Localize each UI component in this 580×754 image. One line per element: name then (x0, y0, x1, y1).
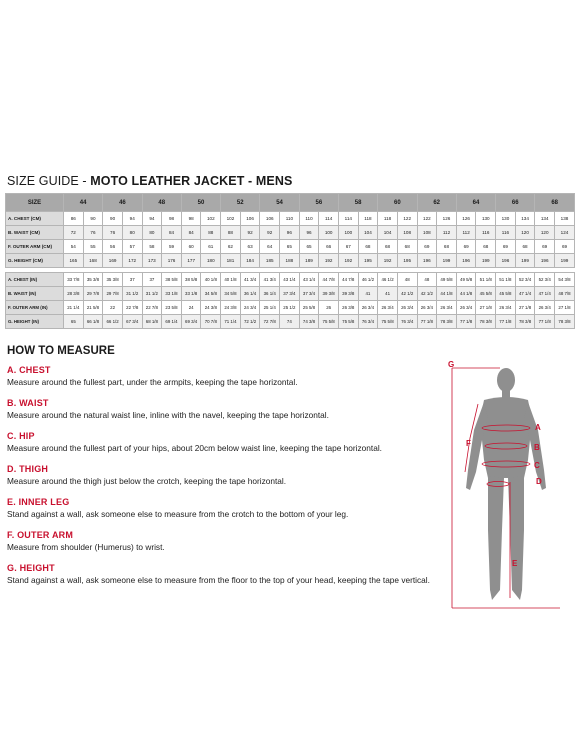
label-f: F (466, 439, 471, 448)
size-header-cell: 66 (496, 194, 535, 212)
table-cell: 122 (397, 212, 417, 226)
table-cell: 33 7/8 (64, 273, 84, 287)
table-cell: 29 7/8 (83, 287, 103, 301)
table-cell: 172 (122, 254, 142, 268)
table-cell: 67 (338, 240, 358, 254)
row-label: G. HEIGHT (CM) (6, 254, 64, 268)
measure-step (7, 563, 430, 585)
table-cell: 88 (221, 226, 241, 240)
table-cell: 34 5/8 (201, 287, 221, 301)
table-cell: 61 (201, 240, 221, 254)
table-cell: 40 1/8 (221, 273, 241, 287)
table-cell: 65 (64, 315, 84, 329)
table-cell: 45 5/8 (476, 287, 496, 301)
table-cell: 69 (496, 240, 516, 254)
table-cell: 76 3/4 (397, 315, 417, 329)
measure-step (7, 464, 286, 486)
table-cell: 75 5/8 (378, 315, 398, 329)
table-cell: 106 (240, 212, 260, 226)
table-cell: 98 (181, 212, 201, 226)
table-cell: 66 1/2 (103, 315, 123, 329)
table-cell: 26 3/4 (456, 301, 476, 315)
row-label: A. CHEST (CM) (6, 212, 64, 226)
table-cell: 168 (83, 254, 103, 268)
table-cell: 56 (103, 240, 123, 254)
table-cell: 33 1/8 (181, 287, 201, 301)
table-cell: 23 5/8 (162, 301, 182, 315)
table-cell: 54 3/8 (555, 273, 575, 287)
table-row (6, 240, 575, 254)
table-cell: 25 5/8 (299, 301, 319, 315)
table-cell: 69 3/4 (181, 315, 201, 329)
measure-step (7, 365, 298, 387)
step-heading: F. OUTER ARM (7, 530, 74, 540)
how-to-measure-title: HOW TO MEASURE (7, 345, 115, 357)
table-cell: 49 5/8 (437, 273, 457, 287)
table-cell: 100 (319, 226, 339, 240)
table-cell: 195 (358, 254, 378, 268)
table-cell: 27 1/8 (555, 301, 575, 315)
measure-step (7, 497, 348, 519)
body-measurement-figure (440, 360, 580, 630)
table-cell: 65 (280, 240, 300, 254)
size-header-cell: 54 (260, 194, 299, 212)
table-cell: 68 (476, 240, 496, 254)
table-cell: 42 1/2 (397, 287, 417, 301)
table-cell: 112 (456, 226, 476, 240)
table-cell: 26 (319, 301, 339, 315)
table-cell: 45 5/8 (496, 287, 516, 301)
size-header-cell: 58 (338, 194, 377, 212)
table-cell: 75 5/8 (338, 315, 358, 329)
table-cell: 110 (299, 212, 319, 226)
table-cell: 185 (260, 254, 280, 268)
table-cell: 69 (535, 240, 555, 254)
table-cell: 130 (496, 212, 516, 226)
size-header-cell: 60 (378, 194, 417, 212)
row-label: A. CHEST (IN) (6, 273, 64, 287)
table-cell: 63 (240, 240, 260, 254)
measure-step (7, 530, 165, 552)
table-cell: 77 1/8 (535, 315, 555, 329)
table-cell: 75 5/8 (319, 315, 339, 329)
table-cell: 118 (378, 212, 398, 226)
table-cell: 90 (103, 212, 123, 226)
table-cell: 68 (378, 240, 398, 254)
table-cell: 46 1/2 (358, 273, 378, 287)
table-cell: 72 (64, 226, 84, 240)
table-cell: 26 3/4 (535, 301, 555, 315)
table-cell: 68 (437, 240, 457, 254)
row-label: B. WAIST (CM) (6, 226, 64, 240)
table-cell: 38 5/8 (181, 273, 201, 287)
table-cell: 69 (555, 240, 575, 254)
table-cell: 26 3/4 (378, 301, 398, 315)
table-cell: 48 7/8 (555, 287, 575, 301)
table-cell: 64 (260, 240, 280, 254)
table-cell: 21 1/4 (64, 301, 84, 315)
table-cell: 72 1/2 (240, 315, 260, 329)
label-g: G (448, 360, 455, 369)
table-cell: 126 (437, 212, 457, 226)
table-cell: 184 (240, 254, 260, 268)
imperial-size-table (5, 272, 575, 329)
table-cell: 59 (162, 240, 182, 254)
table-cell: 38 5/8 (162, 273, 182, 287)
table-cell: 46 1/2 (378, 273, 398, 287)
measure-step (7, 398, 329, 420)
table-cell: 68 (358, 240, 378, 254)
table-cell: 78 3/8 (555, 315, 575, 329)
table-row (6, 315, 575, 329)
table-cell: 138 (555, 212, 575, 226)
table-cell: 37 3/4 (280, 287, 300, 301)
table-cell: 35 3/8 (103, 273, 123, 287)
table-cell: 48 (397, 273, 417, 287)
size-header-cell: 62 (417, 194, 456, 212)
table-cell: 98 (162, 212, 182, 226)
table-cell: 55 (83, 240, 103, 254)
table-cell: 165 (64, 254, 84, 268)
table-cell: 33 1/8 (162, 287, 182, 301)
table-cell: 118 (358, 212, 378, 226)
table-cell: 94 (122, 212, 142, 226)
table-cell: 69 1/4 (162, 315, 182, 329)
table-cell: 192 (319, 254, 339, 268)
size-guide-title (7, 174, 292, 188)
table-row (6, 226, 575, 240)
table-cell: 26 3/8 (338, 301, 358, 315)
table-cell: 37 (142, 273, 162, 287)
row-label: B. WAIST (IN) (6, 287, 64, 301)
table-cell: 67 3/4 (122, 315, 142, 329)
table-cell: 66 (319, 240, 339, 254)
size-header-cell: 68 (535, 194, 575, 212)
table-cell: 65 (299, 240, 319, 254)
table-cell: 27 1/8 (515, 301, 535, 315)
table-cell: 22 7/8 (122, 301, 142, 315)
table-row (6, 273, 575, 287)
label-e: E (512, 559, 518, 568)
table-cell: 26 3/4 (496, 301, 516, 315)
mannequin-illustration (440, 360, 580, 630)
table-cell: 57 (122, 240, 142, 254)
table-cell: 100 (338, 226, 358, 240)
step-description: Stand against a wall, ask someone else to measure from the floor to the top of your head, keeping the tape vertical. (7, 575, 430, 585)
label-d: D (536, 477, 542, 486)
table-cell: 25 1/2 (280, 301, 300, 315)
table-cell: 68 (515, 240, 535, 254)
table-row (6, 212, 575, 226)
table-cell: 66 1/8 (83, 315, 103, 329)
table-cell: 169 (103, 254, 123, 268)
table-cell: 76 3/4 (358, 315, 378, 329)
table-cell: 180 (201, 254, 221, 268)
table-cell: 84 (162, 226, 182, 240)
table-cell: 106 (260, 212, 280, 226)
table-cell: 72 7/8 (260, 315, 280, 329)
label-a: A (535, 423, 541, 432)
size-header-cell: 50 (181, 194, 220, 212)
table-cell: 48 (417, 273, 437, 287)
table-cell: 37 3/4 (299, 287, 319, 301)
step-heading: A. CHEST (7, 365, 51, 375)
size-header-cell: 52 (221, 194, 260, 212)
table-cell: 58 (142, 240, 162, 254)
table-cell: 96 (280, 226, 300, 240)
title-product: MOTO LEATHER JACKET - MENS (90, 174, 293, 188)
table-cell: 114 (338, 212, 358, 226)
table-cell: 196 (417, 254, 437, 268)
row-label: F. OUTER ARM (IN) (6, 301, 64, 315)
table-cell: 24 3/4 (240, 301, 260, 315)
table-cell: 195 (397, 254, 417, 268)
step-description: Measure around the thigh just below the crotch, keeping the tape horizontal. (7, 476, 287, 486)
table-cell: 86 (64, 212, 84, 226)
table-cell: 27 1/8 (476, 301, 496, 315)
table-cell: 44 1/8 (456, 287, 476, 301)
table-cell: 37 (122, 273, 142, 287)
table-cell: 78 3/8 (476, 315, 496, 329)
table-cell: 126 (456, 212, 476, 226)
table-cell: 25 1/4 (260, 301, 280, 315)
table-cell: 39 3/8 (319, 287, 339, 301)
table-cell: 134 (535, 212, 555, 226)
table-cell: 36 1/4 (240, 287, 260, 301)
table-cell: 76 (103, 226, 123, 240)
metric-size-table (5, 193, 575, 268)
table-cell: 43 1/4 (299, 273, 319, 287)
table-cell: 177 (181, 254, 201, 268)
table-cell: 31 1/2 (142, 287, 162, 301)
table-cell: 44 7/8 (338, 273, 358, 287)
table-cell: 134 (515, 212, 535, 226)
table-cell: 199 (555, 254, 575, 268)
table-cell: 120 (515, 226, 535, 240)
table-cell: 24 3/8 (201, 301, 221, 315)
table-cell: 54 (64, 240, 84, 254)
step-heading: B. WAIST (7, 398, 49, 408)
table-cell: 22 (103, 301, 123, 315)
table-cell: 60 (181, 240, 201, 254)
table-cell: 192 (338, 254, 358, 268)
table-cell: 43 1/4 (280, 273, 300, 287)
table-cell: 62 (221, 240, 241, 254)
table-cell: 102 (201, 212, 221, 226)
table-cell: 70 7/8 (201, 315, 221, 329)
step-heading: E. INNER LEG (7, 497, 70, 507)
table-cell: 173 (142, 254, 162, 268)
step-description: Measure around the fullest part, under the armpits, keeping the tape horizontal. (7, 377, 298, 387)
table-cell: 199 (515, 254, 535, 268)
table-cell: 189 (299, 254, 319, 268)
title-prefix: SIZE GUIDE - (7, 174, 87, 188)
table-cell: 94 (142, 212, 162, 226)
table-cell: 92 (240, 226, 260, 240)
table-row (6, 301, 575, 315)
table-cell: 47 1/4 (535, 287, 555, 301)
table-cell: 29 7/8 (103, 287, 123, 301)
table-cell: 77 1/8 (456, 315, 476, 329)
table-cell: 26 3/4 (397, 301, 417, 315)
step-description: Measure around the fullest part of your hips, about 20cm below waist line, keeping the tape horizontal. (7, 443, 382, 453)
table-cell: 181 (221, 254, 241, 268)
step-description: Measure around the natural waist line, inline with the navel, keeping the tape horizontal. (7, 410, 329, 420)
table-cell: 199 (476, 254, 496, 268)
table-cell: 192 (378, 254, 398, 268)
step-heading: G. HEIGHT (7, 563, 55, 573)
table-cell: 39 3/8 (338, 287, 358, 301)
table-cell: 196 (456, 254, 476, 268)
label-b: B (534, 443, 540, 452)
table-cell: 104 (358, 226, 378, 240)
size-header-cell: 46 (103, 194, 142, 212)
table-cell: 34 5/8 (221, 287, 241, 301)
table-cell: 78 3/8 (437, 315, 457, 329)
table-cell: 130 (476, 212, 496, 226)
table-cell: 80 (122, 226, 142, 240)
table-cell: 31 1/2 (122, 287, 142, 301)
table-cell: 122 (417, 212, 437, 226)
table-cell: 116 (476, 226, 496, 240)
table-cell: 114 (319, 212, 339, 226)
table-cell: 74 (280, 315, 300, 329)
row-label: G. HEIGHT (IN) (6, 315, 64, 329)
table-row (6, 254, 575, 268)
measure-step (7, 431, 382, 453)
row-label: F. OUTER ARM (CM) (6, 240, 64, 254)
table-cell: 21 5/8 (83, 301, 103, 315)
table-cell: 69 (456, 240, 476, 254)
table-cell: 51 1/8 (496, 273, 516, 287)
table-cell: 26 3/4 (417, 301, 437, 315)
table-cell: 104 (378, 226, 398, 240)
table-cell: 41 3/4 (260, 273, 280, 287)
table-cell: 84 (181, 226, 201, 240)
table-cell: 41 3/4 (240, 273, 260, 287)
table-cell: 110 (280, 212, 300, 226)
table-row (6, 287, 575, 301)
step-description: Stand against a wall, ask someone else to measure from the crotch to the bottom of your leg. (7, 509, 349, 519)
table-cell: 68 (397, 240, 417, 254)
table-cell: 92 (260, 226, 280, 240)
step-heading: C. HIP (7, 431, 35, 441)
table-cell: 78 3/8 (515, 315, 535, 329)
table-cell: 176 (162, 254, 182, 268)
table-cell: 112 (437, 226, 457, 240)
step-heading: D. THIGH (7, 464, 49, 474)
table-cell: 116 (496, 226, 516, 240)
table-cell: 52 3/4 (515, 273, 535, 287)
size-header-cell: 48 (142, 194, 181, 212)
table-cell: 44 1/8 (437, 287, 457, 301)
label-c: C (534, 461, 540, 470)
table-cell: 88 (201, 226, 221, 240)
table-cell: 41 (378, 287, 398, 301)
step-description: Measure from shoulder (Humerus) to wrist. (7, 542, 165, 552)
mannequin-body (466, 368, 546, 600)
table-cell: 69 (417, 240, 437, 254)
table-cell: 77 1/8 (417, 315, 437, 329)
table-cell: 71 1/4 (221, 315, 241, 329)
table-cell: 188 (280, 254, 300, 268)
table-cell: 196 (535, 254, 555, 268)
size-header-cell: 64 (456, 194, 495, 212)
table-cell: 90 (83, 212, 103, 226)
table-cell: 124 (555, 226, 575, 240)
table-cell: 108 (397, 226, 417, 240)
table-cell: 28 3/8 (64, 287, 84, 301)
size-header-cell: 44 (64, 194, 103, 212)
table-cell: 77 1/8 (496, 315, 516, 329)
table-cell: 199 (437, 254, 457, 268)
table-cell: 196 (496, 254, 516, 268)
table-cell: 26 3/4 (437, 301, 457, 315)
size-header-cell: 56 (299, 194, 338, 212)
table-cell: 44 7/8 (319, 273, 339, 287)
table-cell: 120 (535, 226, 555, 240)
table-cell: 24 3/8 (221, 301, 241, 315)
table-cell: 49 5/8 (456, 273, 476, 287)
table-cell: 76 (83, 226, 103, 240)
table-cell: 42 1/2 (417, 287, 437, 301)
table-cell: 51 1/8 (476, 273, 496, 287)
table-cell: 108 (417, 226, 437, 240)
table-cell: 24 (181, 301, 201, 315)
table-cell: 47 1/4 (515, 287, 535, 301)
table-cell: 35 3/8 (83, 273, 103, 287)
table-cell: 102 (221, 212, 241, 226)
table-cell: 52 3/4 (535, 273, 555, 287)
table-cell: 41 (358, 287, 378, 301)
table-cell: 68 1/8 (142, 315, 162, 329)
table-cell: 74 3/8 (299, 315, 319, 329)
table-cell: 80 (142, 226, 162, 240)
size-header-label: SIZE (6, 194, 64, 212)
table-cell: 40 1/8 (201, 273, 221, 287)
table-cell: 26 3/4 (358, 301, 378, 315)
table-cell: 96 (299, 226, 319, 240)
table-cell: 36 1/4 (260, 287, 280, 301)
table-cell: 22 7/8 (142, 301, 162, 315)
